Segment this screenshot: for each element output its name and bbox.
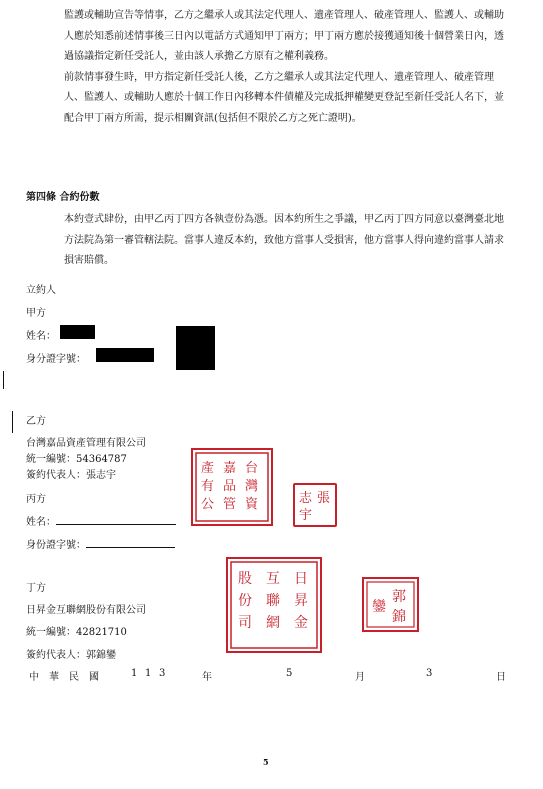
svg-text:台: 台 <box>245 461 259 476</box>
date-char: 1 <box>145 668 152 679</box>
svg-text:錦: 錦 <box>392 609 406 625</box>
svg-text:鑾: 鑾 <box>372 599 386 615</box>
date-char: 國 <box>89 672 99 683</box>
party-c-id-text: 身份證字號： <box>26 540 86 551</box>
svg-text:金: 金 <box>294 615 308 631</box>
svg-text:嘉: 嘉 <box>223 461 237 476</box>
page-number: 5 <box>263 757 269 767</box>
date-char: 1 <box>131 668 138 679</box>
svg-text:份: 份 <box>238 593 252 609</box>
redacted-id-number <box>96 348 154 362</box>
svg-text:資: 資 <box>245 497 259 512</box>
date-char: 3 <box>426 668 433 679</box>
svg-text:志: 志 <box>299 491 313 506</box>
svg-text:產: 產 <box>201 461 215 476</box>
svg-text:有: 有 <box>201 479 215 494</box>
svg-text:日: 日 <box>294 571 308 587</box>
date-char: 月 <box>355 672 365 683</box>
date-char: 年 <box>202 672 212 683</box>
date-char: 民 <box>69 672 79 683</box>
svg-text:互: 互 <box>266 571 280 587</box>
party-b-label: 乙方 <box>26 416 46 427</box>
company-seal-party-b <box>191 448 273 526</box>
party-c-name-label <box>26 513 176 528</box>
redacted-name <box>60 325 95 339</box>
svg-text:張: 張 <box>317 491 331 506</box>
id-blank-line <box>86 538 175 548</box>
svg-text:網: 網 <box>266 615 280 631</box>
svg-text:司: 司 <box>238 615 252 631</box>
margin-mark <box>3 371 4 389</box>
svg-text:灣: 灣 <box>245 479 259 494</box>
svg-text:宇: 宇 <box>299 508 313 523</box>
party-d-tax-id: 統一編號：42821710 <box>26 627 127 638</box>
svg-text:管: 管 <box>223 497 237 512</box>
svg-text:公: 公 <box>201 497 215 512</box>
svg-text:聯: 聯 <box>266 593 280 609</box>
party-a-id-label: 身分證字號： <box>26 354 86 365</box>
party-c-label: 丙方 <box>26 494 46 505</box>
party-d-company: 日昇金互聯網股份有限公司 <box>26 605 146 616</box>
company-seal-party-d <box>226 557 322 653</box>
date-char: 中 <box>29 672 39 683</box>
date-char: 3 <box>159 668 166 679</box>
redacted-signature <box>176 326 215 370</box>
party-b-representative: 簽約代表人：張志宇 <box>26 470 116 481</box>
article-4-title: 第四條 合約份數 <box>26 192 100 203</box>
date-char: 日 <box>496 672 506 683</box>
personal-seal-party-b <box>293 483 337 527</box>
svg-text:品: 品 <box>223 479 237 494</box>
party-b-company: 台灣嘉品資產管理有限公司 <box>26 438 146 449</box>
svg-text:股: 股 <box>238 571 252 587</box>
name-blank-line <box>56 515 176 525</box>
clause-continuation <box>64 6 504 129</box>
party-a-name-label: 姓名： <box>26 331 56 342</box>
date-char: 華 <box>49 672 59 683</box>
party-a-label: 甲方 <box>26 308 46 319</box>
article-4-body: 本約壹式肆份，由甲乙丙丁四方各執壹份為憑。因本約所生之爭議，甲乙丙丁四方同意以臺灣臺北地方法院為第一審管轄法院。當事人違反本約，致他方當事人受損害，他方當事人得向違約當事人請求損害賠償。 <box>64 214 504 266</box>
paragraph-2: 前款情事發生時，甲方指定新任受託人後，乙方之繼承人或其法定代理人、遺產管理人、破產管理人、監護人、或輔助人應於十個工作日內移轉本件債權及完成抵押權變更登記至新任受託人名下，並配合甲丁兩方所需，提示相關資訊(包括但不限於乙方之死亡證明)。 <box>64 71 504 124</box>
party-c-id-label <box>26 536 175 551</box>
svg-text:郭: 郭 <box>392 589 406 605</box>
signatories-header: 立約人 <box>26 285 56 296</box>
margin-mark <box>12 411 13 433</box>
party-d-label: 丁方 <box>26 583 46 594</box>
paragraph-1: 監護或輔助宣告等情事，乙方之繼承人或其法定代理人、遺產管理人、破產管理人、監護人、或輔助人應於知悉前述情事後三日內以電話方式通知甲丁兩方；甲丁兩方應於接獲通知後十個營業日內，透過協議指定新任受託人，並由該人承擔乙方原有之權利義務。 <box>64 10 504 62</box>
party-c-name-text: 姓名： <box>26 517 56 528</box>
party-d-representative: 簽約代表人：郭錦鑾 <box>26 650 116 661</box>
svg-text:昇: 昇 <box>294 593 308 609</box>
party-b-tax-id: 統一編號：54364787 <box>26 454 127 465</box>
date-char: 5 <box>286 668 293 679</box>
personal-seal-party-d <box>362 577 419 632</box>
